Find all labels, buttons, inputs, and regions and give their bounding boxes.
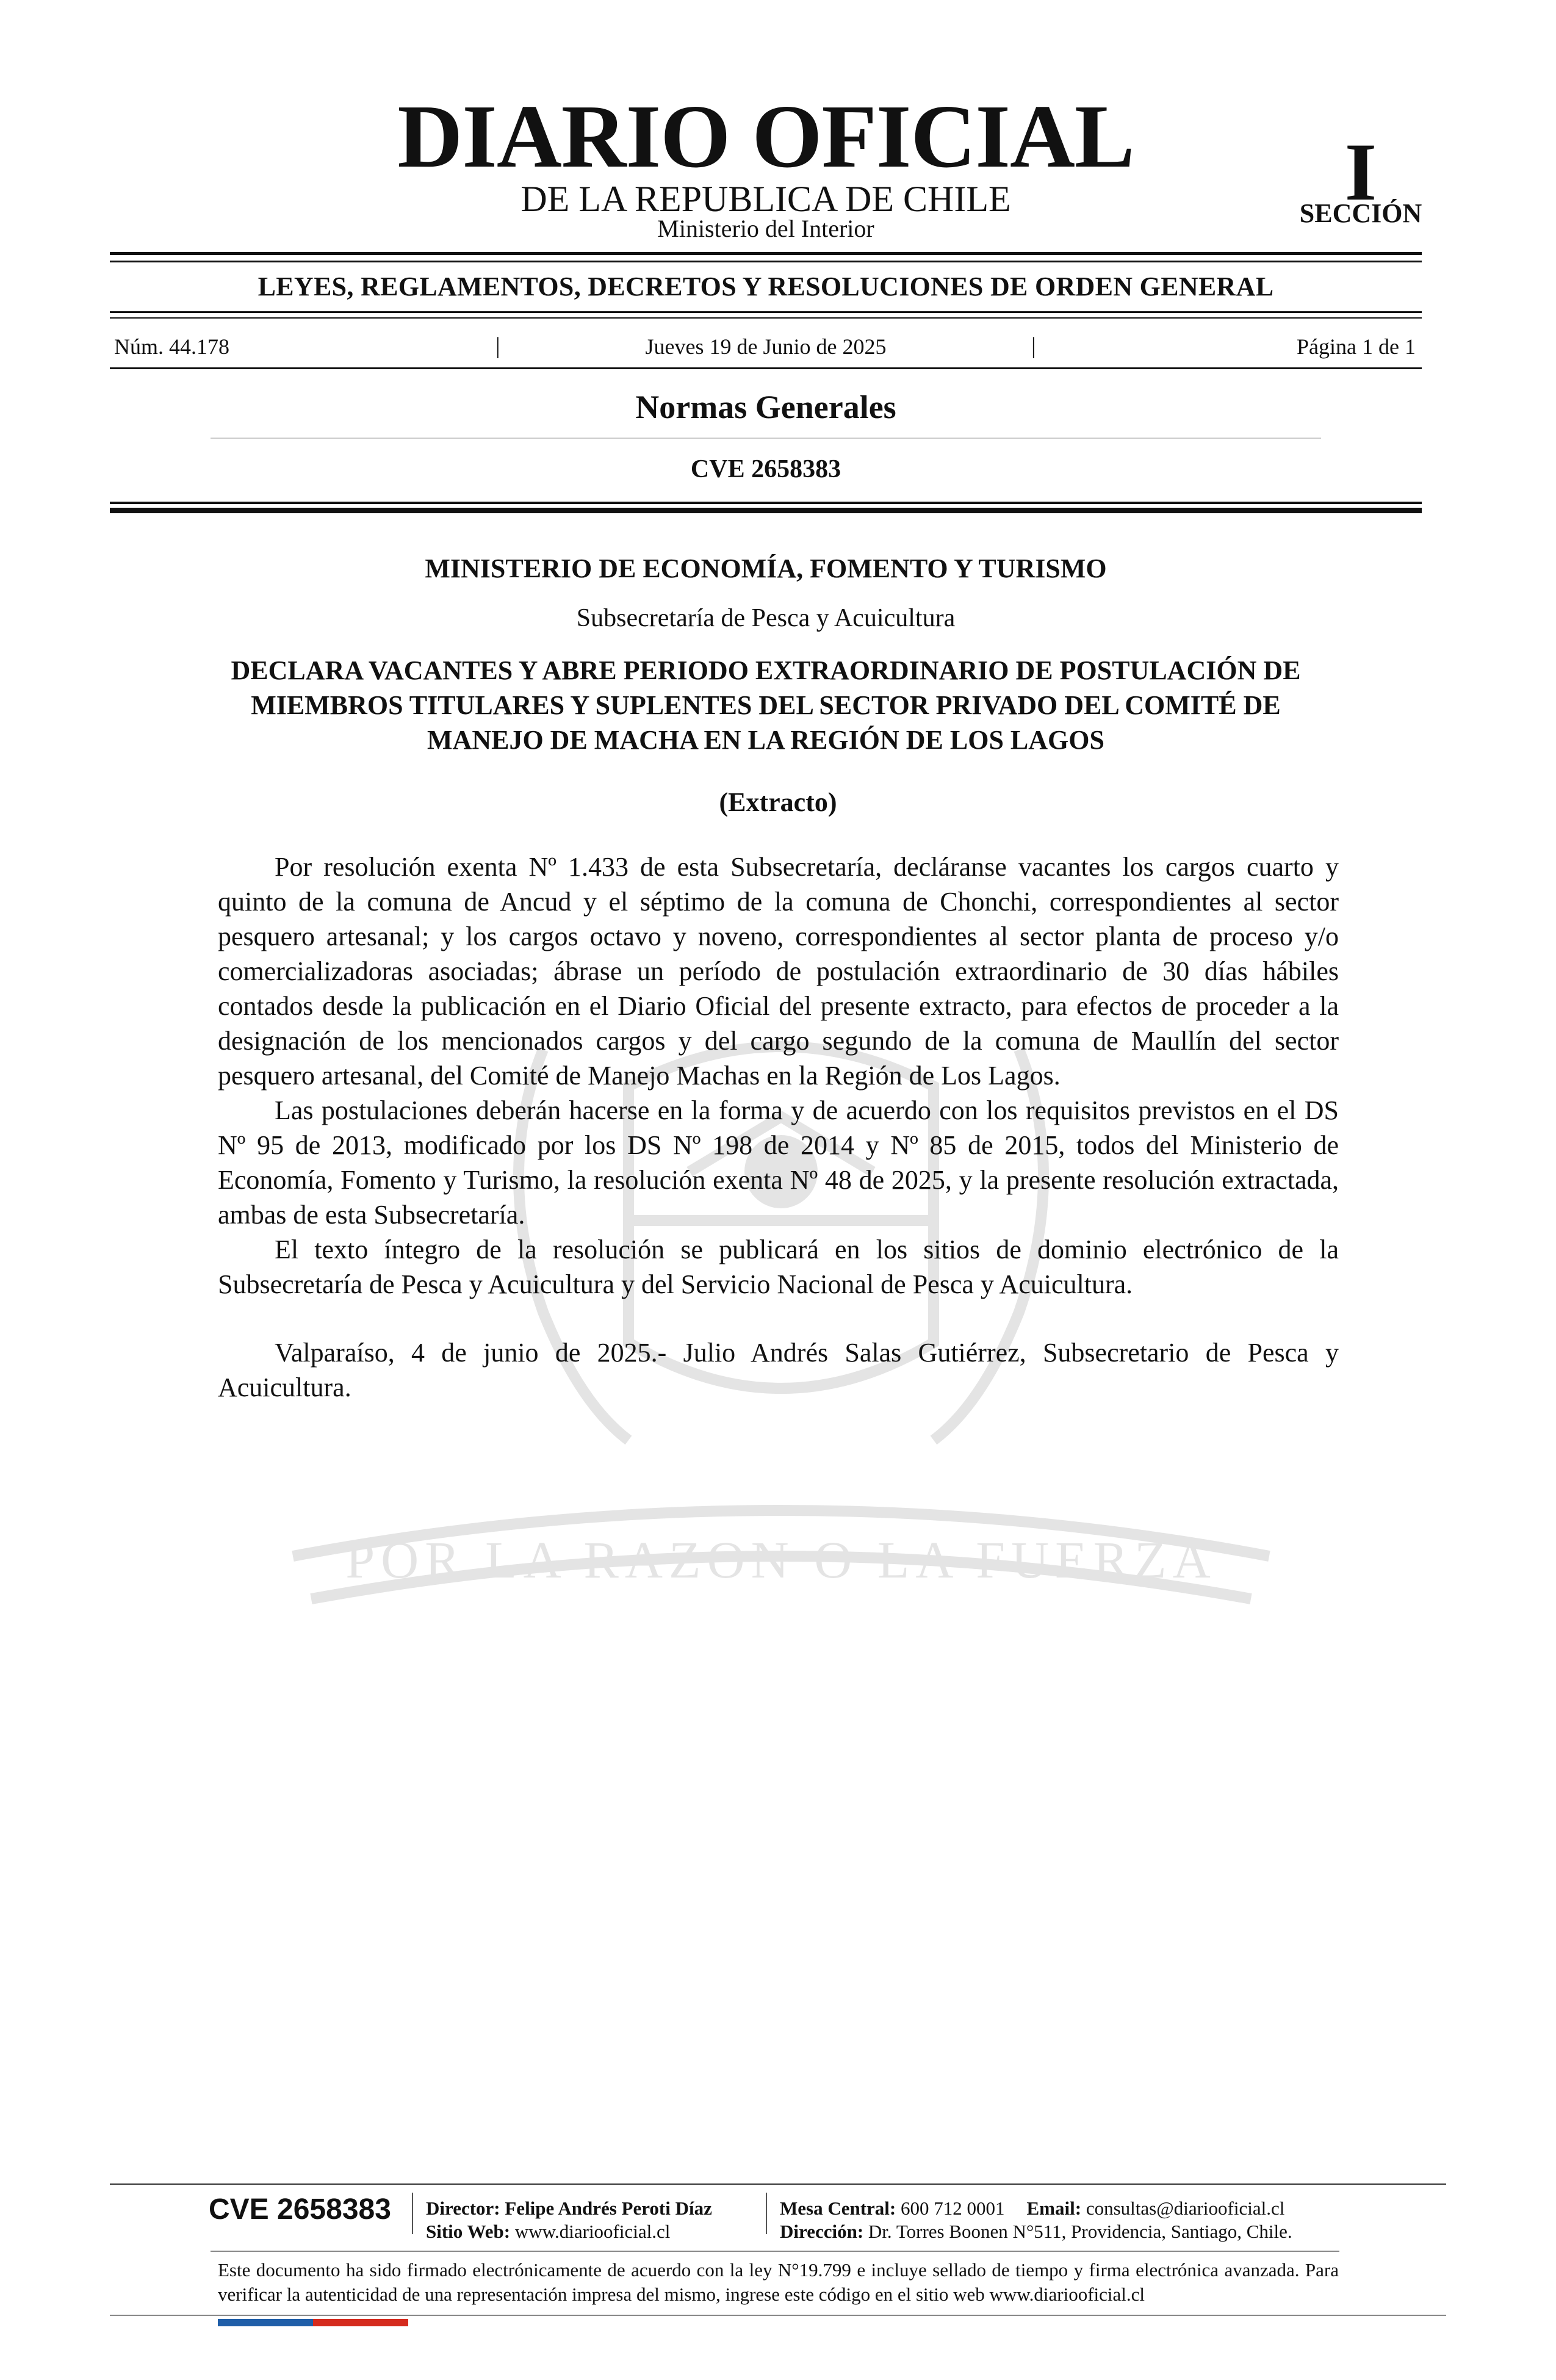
footer-director-block bbox=[426, 2197, 712, 2243]
flag-red-segment bbox=[313, 2319, 408, 2326]
email-link[interactable]: consultas@diariooficial.cl bbox=[1086, 2198, 1285, 2219]
director-label: Director: bbox=[426, 2198, 500, 2219]
director-name: Felipe Andrés Peroti Díaz bbox=[505, 2198, 712, 2219]
issue-separator: | bbox=[495, 333, 500, 359]
cve-code: CVE 2658383 bbox=[690, 455, 841, 483]
body-paragraph: Por resolución exenta Nº 1.433 de esta Subsecretaría, decláranse vacantes los cargos cuarto y quinto de la comuna de Ancud y el séptimo de la comuna de Chonchi, correspondientes al sector pesquero artesanal; y los cargos octavo y noveno, correspondientes al sector planta de proceso y/o comercializadoras asociadas; ábrase un período de postulación extraordinario de 30 días hábiles contados desde la publicación en el Diario Oficial del presente extracto, para efectos de proceder a la designación de los mencionados cargos y del cargo segundo de la comuna de Maullín del sector pesquero artesanal, del Comité de Manejo Machas en la Región de Los Lagos. bbox=[218, 852, 1339, 1091]
resolution-body bbox=[218, 849, 1339, 1405]
divider bbox=[110, 311, 1422, 313]
signature-paragraph: Valparaíso, 4 de junio de 2025.- Julio Andrés Salas Gutiérrez, Subsecretario de Pesca y Acuicultura. bbox=[218, 1338, 1339, 1402]
newspaper-ministry: Ministerio del Interior bbox=[657, 215, 874, 242]
divider bbox=[110, 367, 1422, 369]
divider bbox=[110, 252, 1422, 255]
address-label: Dirección: bbox=[780, 2221, 864, 2242]
footer-cve-code: CVE 2658383 bbox=[209, 2193, 391, 2226]
flag-color-bar bbox=[218, 2319, 408, 2326]
body-paragraph: Las postulaciones deberán hacerse en la forma y de acuerdo con los requisitos previstos en el DS Nº 95 de 2013, modificado por los DS Nº 198 de 2014 y Nº 85 de 2015, todos del Ministerio de Economía, Fomento y Turismo, la resolución exenta Nº 48 de 2025, y la presente resolución extractada, ambas de esta Subsecretaría. bbox=[218, 1095, 1339, 1230]
divider bbox=[110, 317, 1422, 319]
watermark-motto: POR LA RAZON O LA FUERZA bbox=[345, 1531, 1217, 1589]
footer-divider bbox=[211, 2251, 1339, 2252]
body-paragraph: El texto íntegro de la resolución se publicará en los sitios de dominio electrónico de la Subsecretaría de Pesca y Acuicultura y del Servicio Nacional de Pesca y Acuicultura. bbox=[218, 1235, 1339, 1299]
site-label: Sitio Web: bbox=[426, 2221, 511, 2242]
footer-separator bbox=[412, 2193, 413, 2234]
divider bbox=[110, 508, 1422, 513]
mesa-label: Mesa Central: bbox=[780, 2198, 896, 2219]
issue-number: Núm. 44.178 bbox=[114, 334, 229, 359]
address-value: Dr. Torres Boonen N°511, Providencia, Santiago, Chile. bbox=[868, 2221, 1292, 2242]
resolution-title: DECLARA VACANTES Y ABRE PERIODO EXTRAORDINARIO DE POSTULACIÓN DE MIEMBROS TITULARES Y SUPLENTES DEL SECTOR PRIVADO DEL COMITÉ DE MANEJO DE MACHA EN LA REGIÓN DE LOS LAGOS bbox=[231, 655, 1301, 755]
footer-divider bbox=[110, 2315, 1446, 2316]
newspaper-subtitle: DE LA REPUBLICA DE CHILE bbox=[520, 179, 1011, 219]
divider bbox=[110, 502, 1422, 504]
mesa-phone: 600 712 0001 bbox=[901, 2198, 1005, 2219]
email-label: Email: bbox=[1026, 2198, 1082, 2219]
footer-legal-notice: Este documento ha sido firmado electrónicamente de acuerdo con la ley N°19.799 e incluye sellado de tiempo y firma electrónica avanzada. Para verificar la autenticidad de una representación impresa del mismo, ingrese este código en el sitio web www.diariooficial.cl bbox=[218, 2259, 1339, 2305]
issuing-subsecretaria: Subsecretaría de Pesca y Acuicultura bbox=[576, 604, 956, 632]
flag-blue-segment bbox=[218, 2319, 313, 2326]
banner-title: LEYES, REGLAMENTOS, DECRETOS Y RESOLUCIONES DE ORDEN GENERAL bbox=[258, 272, 1274, 301]
issue-date: Jueves 19 de Junio de 2025 bbox=[645, 334, 887, 359]
divider bbox=[110, 261, 1422, 262]
section-number: I bbox=[1344, 127, 1377, 218]
section-label: SECCIÓN bbox=[1299, 198, 1422, 228]
section-heading: Normas Generales bbox=[635, 389, 896, 425]
footer-divider bbox=[110, 2183, 1446, 2185]
resolution-subtitle: (Extracto) bbox=[719, 787, 837, 817]
footer-separator bbox=[766, 2193, 767, 2234]
footer-contact-block bbox=[780, 2197, 1292, 2243]
page-info: Página 1 de 1 bbox=[1297, 334, 1416, 359]
site-link[interactable]: www.diariooficial.cl bbox=[514, 2221, 671, 2242]
divider bbox=[211, 438, 1321, 439]
newspaper-title: DIARIO OFICIAL bbox=[397, 87, 1134, 187]
issuing-ministry: MINISTERIO DE ECONOMÍA, FOMENTO Y TURISMO bbox=[425, 554, 1107, 583]
issue-separator: | bbox=[1031, 333, 1036, 359]
